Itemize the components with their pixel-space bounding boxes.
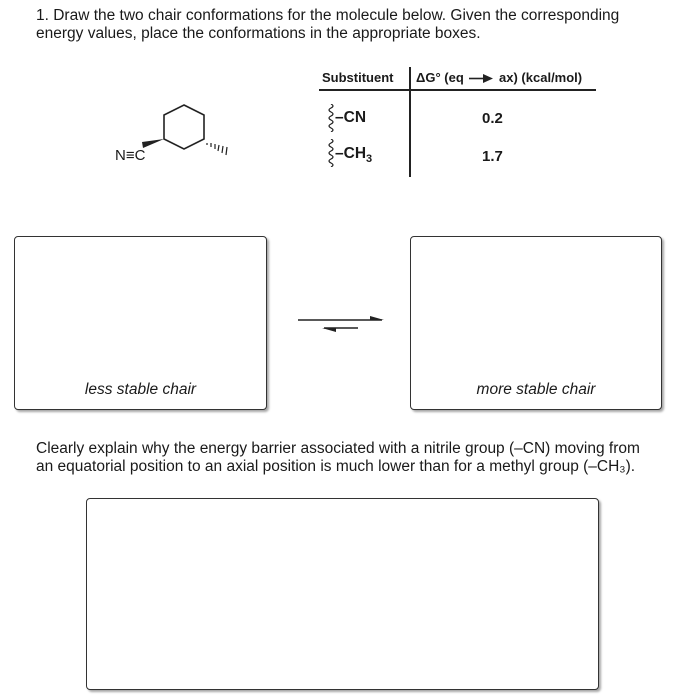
table-header-substituent: Substituent xyxy=(322,70,394,85)
table-header-energy xyxy=(416,70,582,85)
table-header-rule xyxy=(319,89,596,91)
substituent-ch3 xyxy=(335,145,372,165)
question-2-line-2: an equatorial position to an axial position is much lower than for a methyl group (–CH₃). xyxy=(36,458,636,475)
nitrile-group-label: N≡C xyxy=(115,147,146,164)
equilibrium-arrows-icon xyxy=(298,312,386,336)
energy-header-prefix: ΔG° (eq xyxy=(416,70,464,85)
energy-value-cn: 0.2 xyxy=(482,110,503,127)
less-stable-chair-box[interactable] xyxy=(14,236,267,410)
cyclohexane-ring xyxy=(164,105,204,149)
question-1-line-2: energy values, place the conformations in the appropriate boxes. xyxy=(36,25,481,42)
question-1-line-1: 1. Draw the two chair conformations for the molecule below. Given the corresponding xyxy=(36,7,620,24)
more-stable-chair-caption: more stable chair xyxy=(476,381,596,398)
hashed-bond xyxy=(207,143,227,155)
substituent-ch3-subscript: 3 xyxy=(366,153,373,166)
wavy-bond-icon xyxy=(327,139,335,167)
right-arrow-icon xyxy=(469,74,493,83)
wavy-bond-icon xyxy=(327,104,335,132)
substituent-cn: –CN xyxy=(335,109,367,126)
more-stable-chair-box[interactable] xyxy=(410,236,662,410)
energy-value-ch3: 1.7 xyxy=(482,148,503,165)
energy-header-suffix: ax) (kcal/mol) xyxy=(499,70,583,85)
substituent-ch3-main: –CH xyxy=(335,145,367,162)
explanation-answer-box[interactable] xyxy=(86,498,599,690)
question-2-text xyxy=(36,440,676,476)
less-stable-chair-caption: less stable chair xyxy=(84,381,197,398)
table-column-rule xyxy=(409,67,411,177)
molecule-structure xyxy=(100,88,250,183)
question-2-line-1: Clearly explain why the energy barrier associated with a nitrile group (–CN) moving from xyxy=(36,440,640,457)
question-1-text xyxy=(36,7,676,43)
